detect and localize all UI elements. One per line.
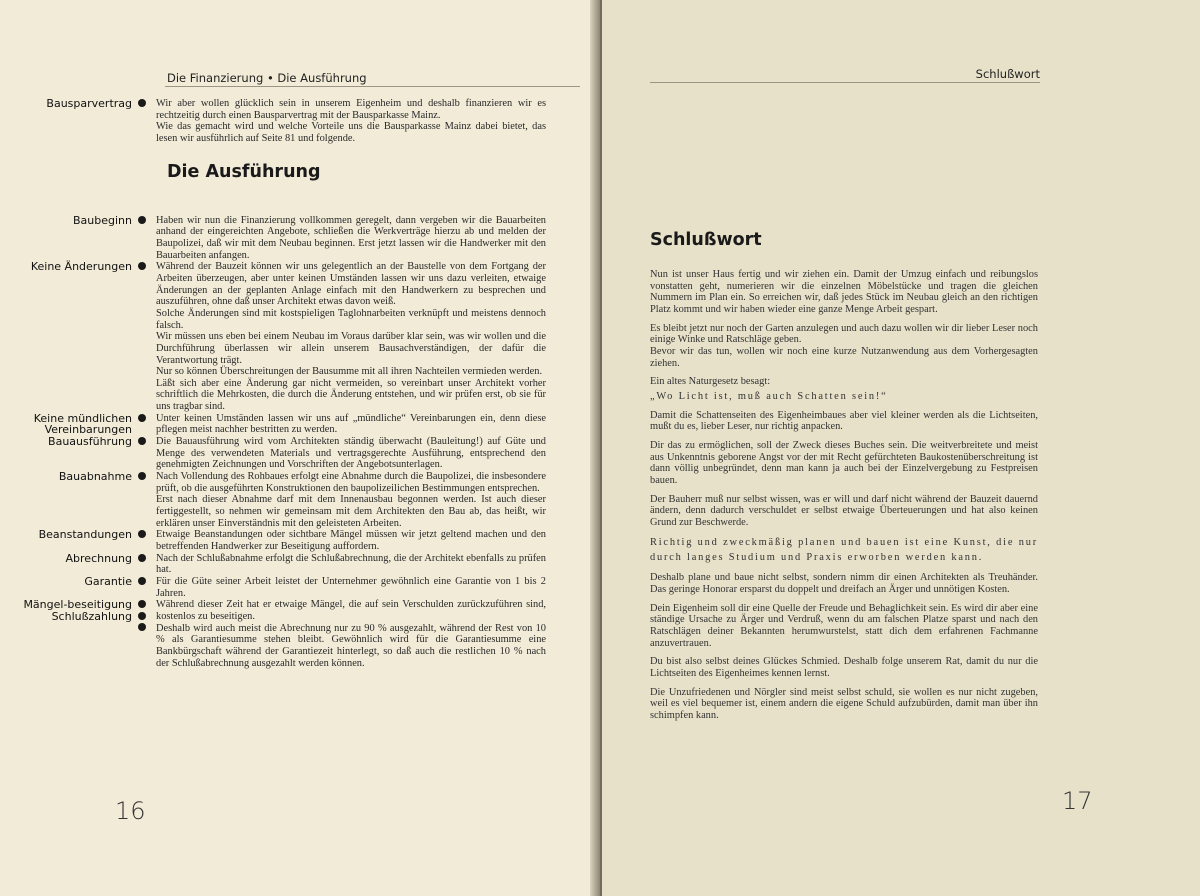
section-text — [156, 215, 546, 262]
paragraph: Für die Güte seiner Arbeit leistet der Unternehmer gewöhnlich eine Garantie von 1 bis 2 Jahren. — [156, 575, 546, 599]
margin-label: Keine Änderungen — [30, 260, 132, 274]
paragraph: Damit die Schattenseiten des Eigenheimbaues aber viel kleiner werden als die Lichtseiten, mußt du es, lieber Leser, nur richtig anpacken. — [650, 409, 1038, 433]
section-text — [156, 599, 546, 669]
bullet-icon — [138, 437, 146, 445]
paragraph: Deshalb wird auch meist die Abrechnung nur zu 90 % ausgezahlt, während der Rest von 10 % als Garantiesumme stehen bleibt. Gewöhnlich wird für die Garantiesumme eine Bankbürgschaft während der Garantiezeit hinterlegt, so daß auch die restlichen 10 % nach der Schlußabrechnung ausgezahlt werden können. — [156, 622, 546, 669]
section-text — [156, 413, 546, 436]
section-text — [156, 529, 546, 552]
intro-section — [0, 98, 590, 145]
margin-label: Bausparvertrag — [46, 97, 132, 110]
margin-label: Keine mündlichen Vereinbarungen — [33, 411, 132, 437]
paragraph: Ein altes Naturgesetz besagt: — [650, 376, 771, 388]
paragraph: Nur so können Überschreitungen der Bausumme mit all ihren Nachteilen vermieden werden. — [156, 366, 543, 378]
section-bauabnahme — [0, 471, 590, 529]
bullet-icon — [138, 623, 146, 631]
right-header-rule — [650, 82, 1040, 83]
paragraph: Die Unzufriedenen und Nörgler sind meist selbst schuld, sie wollen es nur nicht zugeben, weil es viel bequemer ist, einem andern die eigene Schuld aufzubürden, damit man über ihn schimpfen kann. — [650, 686, 1038, 722]
paragraph: Dir das zu ermöglichen, soll der Zweck dieses Buches sein. Die weitverbreitete und meist aus Unkenntnis geborene Angst vor der mit Recht gefürchteten Baukostenüberschreitung ist dann völlig unbegründet, denn man kann ja auch bei der Einzelvergebung zu Festpreisen bauen. — [650, 439, 1038, 486]
paragraph: Der Bauherr muß nur selbst wissen, was er will und darf nicht während der Bauzeit dauernd ändern, denn dadurch verschuldet er selbst etwaige Überteuerungen und hat also keinen Grund zur Beschwerde. — [650, 493, 1038, 528]
section-heading-ausfuehrung: Die Ausführung — [167, 161, 321, 182]
margin-label: Beanstandungen — [38, 528, 132, 542]
section-bauausfuehrung — [0, 436, 590, 471]
paragraph: Du bist also selbst deines Glückes Schmied. Deshalb folge unserem Rat, damit du nur die Lichtseiten des Eigenheimes kennen lernst. — [650, 656, 1038, 680]
paragraph: Während dieser Zeit hat er etwaige Mängel, die auf sein Verschulden zurückzuführen sind, kostenlos zu beseitigen. — [156, 599, 546, 622]
paragraph: Während der Bauzeit können wir uns gelegentlich an der Baustelle von dem Fortgang der Arbeiten überzeugen, aber unter keinen Umständen lassen wir uns dazu verleiten, etwaige Änderungen an der geplanten Anlage einfach mit den Handwerkern zu besprechen und auszuführen, ohne daß unser Architekt etwas davon weiß. — [156, 261, 546, 308]
section-abrechnung — [0, 553, 590, 576]
left-running-header: Die Finanzierung • Die Ausführung — [167, 71, 367, 85]
paragraph: Nach der Schlußabnahme erfolgt die Schlußabrechnung, die der Architekt ebenfalls zu prüfen hat. — [156, 552, 546, 576]
left-content — [0, 98, 590, 669]
bullet-icon — [138, 414, 146, 422]
bullet-icon — [138, 600, 146, 608]
margin-label: Mängel-beseitigung Schlußzahlung — [23, 598, 132, 623]
section-beanstandungen — [0, 529, 590, 552]
left-page — [0, 0, 598, 896]
paragraph: Etwaige Beanstandungen oder sichtbare Mängel müssen wir jetzt geltend machen und den betreffenden Handwerker zur Beseitigung auffordern. — [156, 529, 546, 552]
section-text — [156, 576, 546, 599]
section-keine-aenderungen — [0, 261, 590, 413]
margin-label: Bauausführung — [48, 435, 132, 449]
margin-label: Bauabnahme — [58, 470, 132, 484]
paragraph: Erst nach dieser Abnahme darf mit dem Innenausbau begonnen werden. Ist auch dieser fertiggestellt, so nehmen wir gemeinsam mit dem Architekten den Bau ab, das heißt, wir erklären unser Einverständnis mit den geleisteten Arbeiten. — [156, 494, 546, 529]
section-heading-schlusswort: Schlußwort — [650, 230, 762, 250]
bullet-icon — [138, 554, 146, 562]
section-text — [156, 436, 546, 471]
bullet-icon — [138, 216, 146, 224]
section-maengelbeseitigung-schlusszahlung — [0, 599, 590, 669]
page-number-right: 17 — [1062, 787, 1093, 815]
bullet-icon — [138, 577, 146, 585]
bullet-icon — [138, 99, 146, 107]
paragraph: Dein Eigenheim soll dir eine Quelle der Freude und Behaglichkeit sein. Es wird dir aber eine ständige Ursache zu Ärger und Verdruß, wenn du am falschen Platze sparst und nach den Ratschlägen deiner Bekannten herumwurstelst, statt dich dem erfahrenen Fachmanne anzuvertrauen. — [650, 602, 1038, 649]
intro-text — [156, 98, 546, 145]
paragraph: Deshalb plane und baue nicht selbst, sondern nimm dir einen Architekten als Treuhänder. Das geringe Honorar ersparst du doppelt und dreifach an Ärger und unnötigen Kosten. — [650, 572, 1038, 596]
bullet-icon — [138, 472, 146, 480]
section-text — [156, 261, 546, 413]
paragraph: Solche Änderungen sind mit kostspieligen Taglohnarbeiten verknüpft und meistens dennoch falsch. — [156, 307, 546, 331]
paragraph: Läßt sich aber eine Änderung gar nicht vermeiden, so vereinbart unser Architekt vorher schriftlich die Mehrkosten, die durch die Änderung entstehen, und wir prüfen erst, ob sie für uns tragbar sind. — [156, 377, 546, 413]
bullet-icon — [138, 262, 146, 270]
paragraph: Haben wir nun die Finanzierung vollkommen geregelt, dann vergeben wir die Bauarbeiten anhand der eingereichten Angebote, schließen die Werkverträge hierzu ab und melden der Baupolizei, daß wir mit dem Neubau beginnen. Erst jetzt lassen wir die Handwerker mit den Bauarbeiten anfangen. — [156, 214, 546, 261]
paragraph: Bevor wir das tun, wollen wir noch eine kurze Nutzanwendung aus dem Vorhergesagten ziehen. — [650, 345, 1038, 369]
bullet-icon — [138, 530, 146, 538]
paragraph: Wir müssen uns eben bei einem Neubau im Voraus darüber klar sein, was wir wollen und die Durchführung überlassen wir allein unserem Bausachverständigen, der dafür die Verantwortung trägt. — [156, 331, 546, 366]
paragraph: Unter keinen Umständen lassen wir uns auf „mündliche“ Vereinbarungen ein, denn diese pflegen meist nachher bestritten zu werden. — [156, 412, 546, 436]
paragraph: Wie das gemacht wird und welche Vorteile uns die Bausparkasse Mainz dabei bietet, das lesen wir ausführlich auf Seite 81 und folgende. — [156, 121, 546, 144]
margin-label: Garantie — [84, 574, 132, 588]
paragraph: Nun ist unser Haus fertig und wir ziehen ein. Damit der Umzug einfach und reibungslos vonstatten geht, numerieren wir die einzelnen Möbelstücke und tragen die gleichen Nummern im Plan ein. So erreichen wir, daß jedes Stück im Neubau gleich an den richtigen Platz kommt und wir haben wieder eine ganze Menge Arbeit gespart. — [650, 269, 1038, 315]
paragraph: Nach Vollendung des Rohbaues erfolgt eine Abnahme durch die Baupolizei, die insbesondere prüft, ob die ausgeführten Konstruktionen den baupolizeilichen Bestimmungen entsprechen. — [156, 471, 546, 494]
section-garantie — [0, 576, 590, 599]
section-text — [156, 553, 546, 576]
section-baubeginn — [0, 215, 590, 262]
right-running-header: Schlußwort — [975, 67, 1040, 81]
page-number-left: 16 — [115, 797, 146, 825]
bullet-icon — [138, 612, 146, 620]
section-keine-muendlichen-vereinbarungen — [0, 413, 590, 436]
schlusswort-text — [650, 269, 1038, 722]
paragraph: Die Bauausführung wird vom Architekten ständig überwacht (Bauleitung!) auf Güte und Menge des verwendeten Materials und vertragsgerechte Ausführung, entsprechend den genehmigten Zeichnungen und Vorschriften der Angebotsunterlagen. — [156, 436, 546, 471]
quote: „Wo Licht ist, muß auch Schatten sein!“ — [650, 390, 888, 402]
margin-label: Baubeginn — [73, 213, 132, 227]
margin-label: Abrechnung — [65, 551, 132, 565]
emphasis-paragraph: Richtig und zweckmäßig planen und bauen ist eine Kunst, die nur durch langes Studium und Praxis erworben werden kann. — [650, 537, 1038, 564]
section-text — [156, 471, 546, 529]
left-header-rule — [165, 86, 580, 87]
paragraph: Wir aber wollen glücklich sein in unserem Eigenheim und deshalb finanzieren wir es rechtzeitig durch einen Bausparvertrag mit der Bausparkasse Mainz. — [156, 98, 546, 121]
paragraph: Es bleibt jetzt nur noch der Garten anzulegen und auch dazu wollen wir dir lieber Leser noch einige Winke und Ratschläge geben. — [650, 322, 1038, 346]
